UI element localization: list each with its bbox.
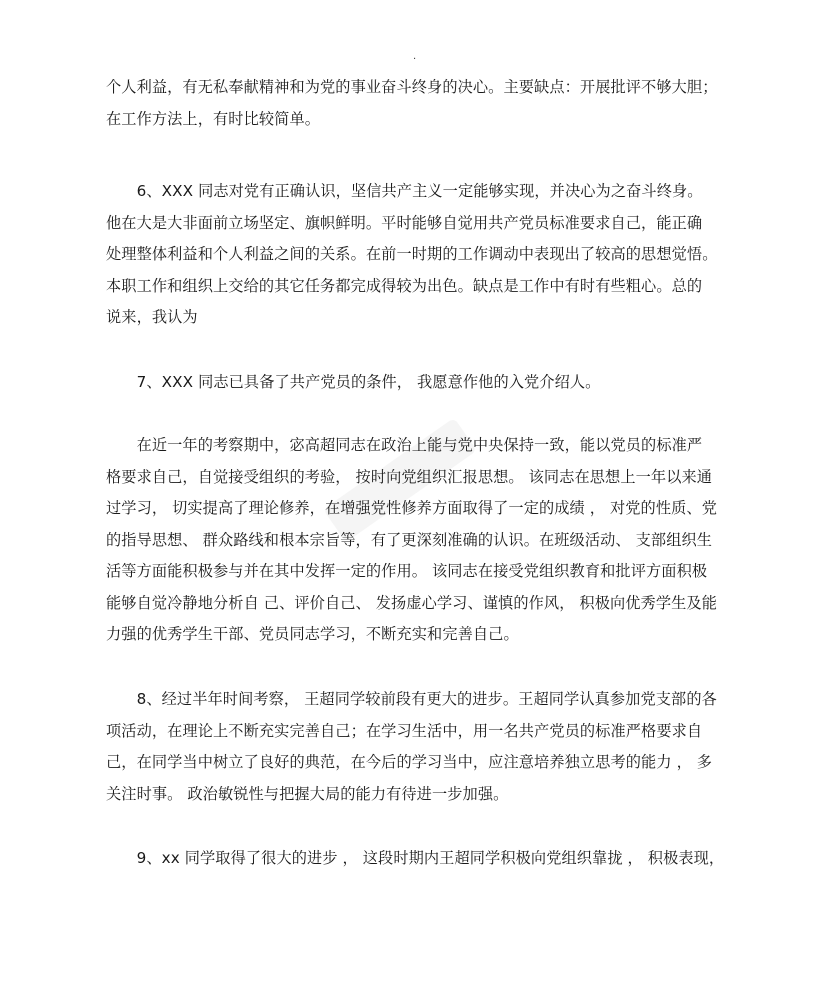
paragraph-line: 在工作方法上，有时比较简单。 (106, 109, 321, 128)
paragraph-line: 能够自觉冷静地分析自 己、评价自己、 发扬虚心学习、谨慎的作风， 积极向优秀学生及能 (106, 593, 717, 612)
paragraph-line: 力强的优秀学生干部、党员同志学习，不断充实和完善自己。 (106, 625, 519, 643)
paragraph-3 (106, 367, 731, 399)
paragraph-line: 处理整体利益和个人利益之间的关系。在前一时期的工作调动中表现出了较高的思想觉悟。 (106, 245, 718, 263)
paragraph-line: 的指导思想、 群众路线和根本宗旨等，有了更深刻准确的认识。在班级活动、 支部组织生 (106, 530, 713, 549)
paragraph-line: 在近一年的考察期中，宓高超同志在政治上能与党中央保持一致，能以党员的标准严 (106, 436, 703, 454)
paragraph-line: 7、XXX 同志已具备了共产党员的条件， 我愿意作他的入党介绍人。 (106, 373, 601, 391)
paragraph-line: 格要求自己，自觉接受组织的考验， 按时向党组织汇报思想。 该同志在思想上一年以来通 (106, 467, 713, 486)
paragraph-5 (106, 684, 731, 810)
paragraph-line: 活等方面能积极参与并在其中发挥一定的作用。 该同志在接受党组织教育和批评方面积极 (106, 562, 708, 580)
paragraph-line: 己，在同学当中树立了良好的典范，在今后的学习当中，应注意培养独立思考的能力 ， 多 (106, 753, 713, 771)
paragraph-line: 6、XXX 同志对党有正确认识，坚信共产主义一定能够实现，并决心为之奋斗终身。 (106, 182, 703, 200)
paragraph-2 (106, 176, 731, 334)
header-dot: . (413, 51, 417, 62)
paragraph-line: 过学习， 切实提高了理论修养，在增强党性修养方面取得了一定的成绩 ， 对党的性质、党 (106, 499, 717, 517)
paragraph-line: 个人利益，有无私奉献精神和为党的事业奋斗终身的决心。主要缺点：开展批评不够大胆； (106, 78, 718, 96)
paragraph-4 (106, 430, 731, 651)
paragraph-line: 8、经过半年时间考察， 王超同学较前段有更大的进步。王超同学认真参加党支部的各 (106, 690, 717, 708)
paragraph-line: 项活动，在理论上不断充实完善自己；在学习生活中，用一名共产党员的标准严格要求自 (106, 721, 703, 740)
paragraph-line: 说来，我认为 (106, 308, 198, 326)
paragraph-6 (106, 843, 731, 875)
paragraph-line: 9、xx 同学取得了很大的进步 ， 这段时期内王超同学积极向党组织靠拢 ， 积极表现， (106, 849, 725, 867)
paragraph-1 (106, 72, 731, 135)
paragraph-line: 他在大是大非面前立场坚定、旗帜鲜明。平时能够自觉用共产党员标准要求自己，能正确 (106, 213, 703, 232)
paragraph-line: 本职工作和组织上交给的其它任务都完成得较为出色。缺点是工作中有时有些粗心。总的 (106, 276, 703, 295)
paragraph-line: 关注时事。 政治敏锐性与把握大局的能力有待进一步加强。 (106, 784, 509, 803)
